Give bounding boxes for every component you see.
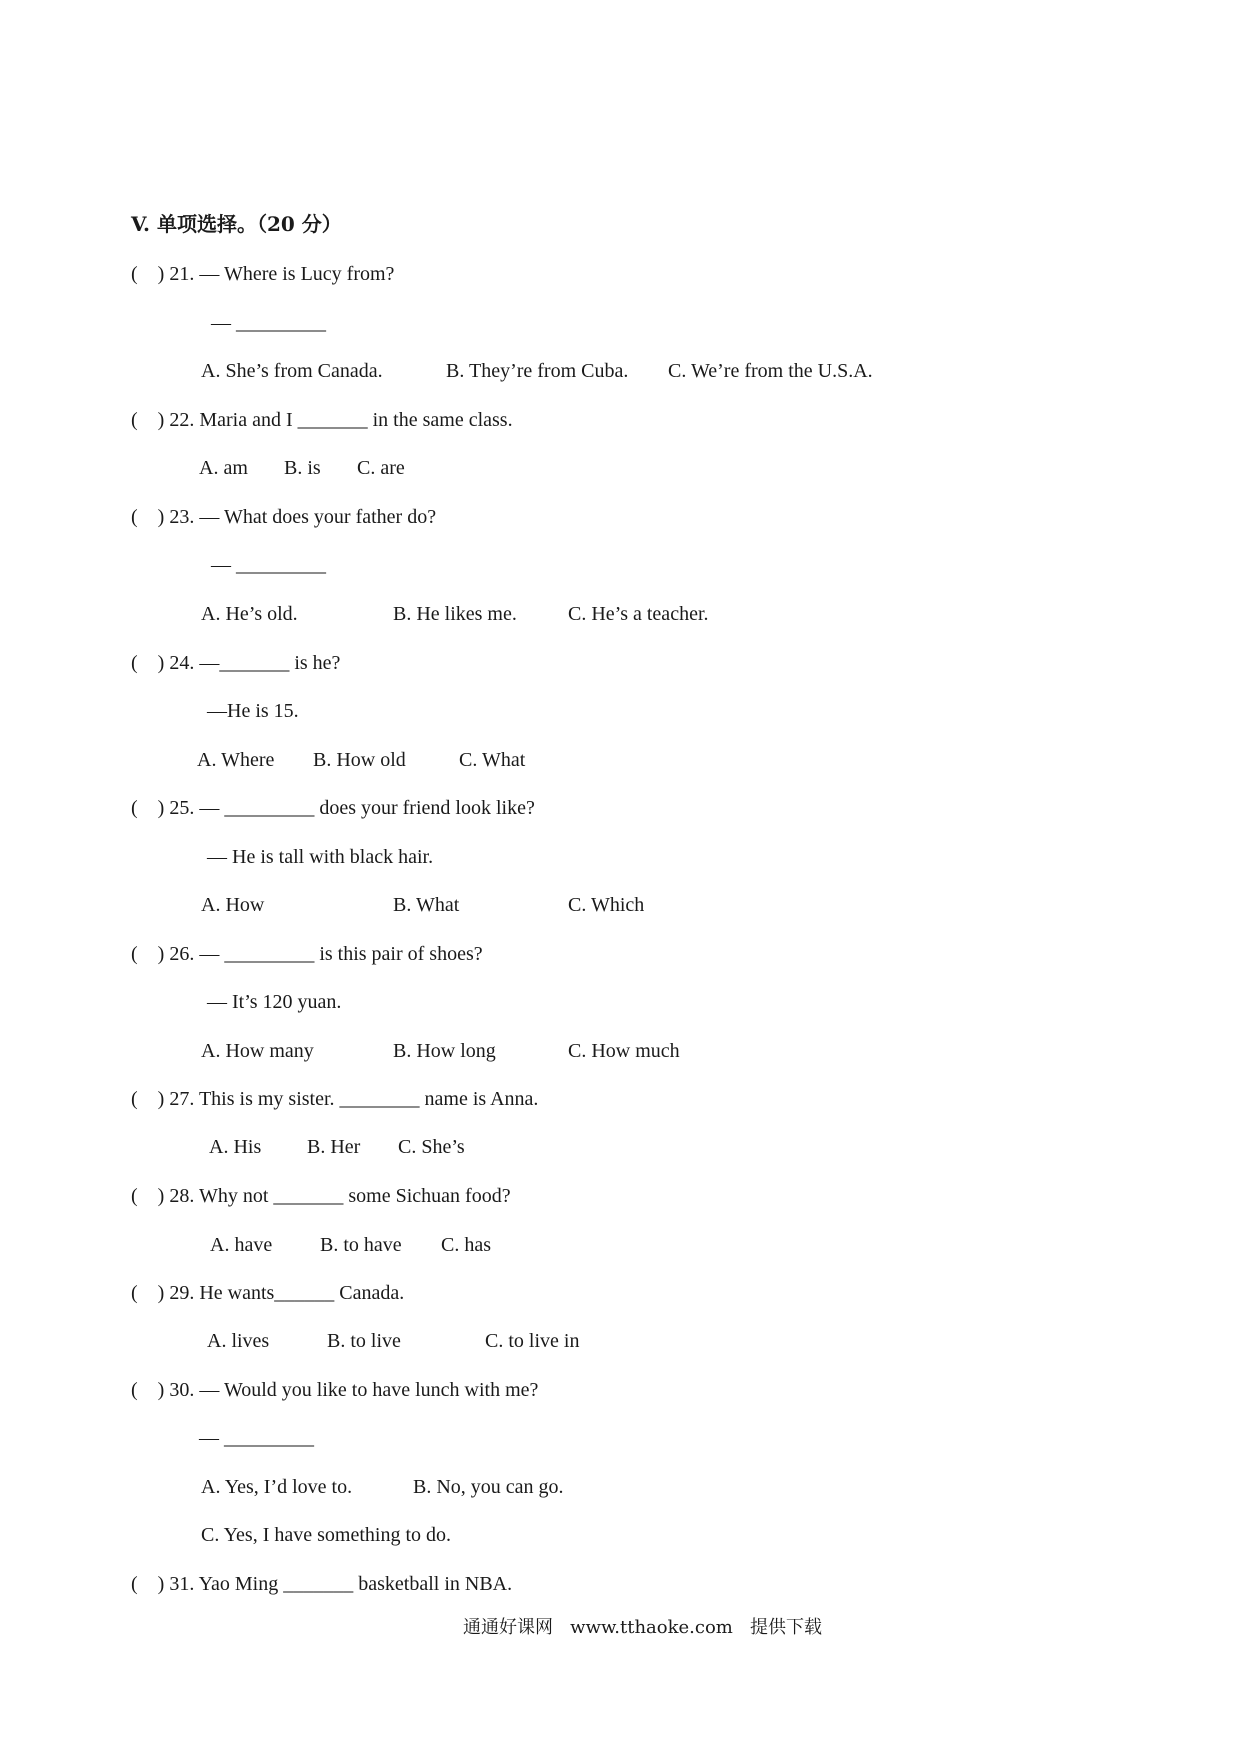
- question-27-stem: ( ) 27. This is my sister. ________ name is Anna.: [131, 1088, 539, 1110]
- question-21-option-b: B. They’re from Cuba.: [446, 360, 629, 382]
- question-22-stem: ( ) 22. Maria and I _______ in the same class.: [131, 409, 513, 431]
- question-22-option-c: C. are: [357, 457, 405, 479]
- question-24-option-b: B. How old: [313, 749, 406, 771]
- question-28-option-c: C. has: [441, 1234, 491, 1256]
- question-21-option-a: A. She’s from Canada.: [201, 360, 383, 382]
- question-25-option-b: B. What: [393, 894, 460, 916]
- section-title: V. 单项选择。（20 分）: [131, 212, 342, 236]
- question-30-answer-line: — _________: [199, 1427, 314, 1449]
- question-23-option-a: A. He’s old.: [201, 603, 298, 625]
- question-28-option-b: B. to have: [320, 1234, 402, 1256]
- question-29-option-a: A. lives: [207, 1330, 270, 1352]
- question-26-stem: ( ) 26. — _________ is this pair of shoes?: [131, 943, 483, 965]
- question-23-option-c: C. He’s a teacher.: [568, 603, 709, 625]
- question-24-option-a: A. Where: [197, 749, 275, 771]
- question-26-option-c: C. How much: [568, 1040, 680, 1062]
- question-23-option-b: B. He likes me.: [393, 603, 517, 625]
- question-23-answer-line: — _________: [211, 554, 326, 576]
- question-27-option-b: B. Her: [307, 1136, 361, 1158]
- question-22-option-b: B. is: [284, 457, 321, 479]
- question-27-option-c: C. She’s: [398, 1136, 465, 1158]
- question-28-option-a: A. have: [210, 1234, 273, 1256]
- question-26-option-b: B. How long: [393, 1040, 496, 1062]
- question-24-reply: —He is 15.: [207, 700, 299, 722]
- question-23-stem: ( ) 23. — What does your father do?: [131, 506, 437, 528]
- question-26-reply: — It’s 120 yuan.: [207, 991, 342, 1013]
- question-30-stem: ( ) 30. — Would you like to have lunch with me?: [131, 1379, 539, 1401]
- question-25-option-a: A. How: [201, 894, 265, 916]
- question-29-option-b: B. to live: [327, 1330, 401, 1352]
- question-28-stem: ( ) 28. Why not _______ some Sichuan food?: [131, 1185, 511, 1207]
- question-31-stem: ( ) 31. Yao Ming _______ basketball in NBA.: [131, 1573, 513, 1595]
- question-27-option-a: A. His: [209, 1136, 262, 1158]
- question-29-option-c: C. to live in: [485, 1330, 580, 1352]
- question-24-stem: ( ) 24. —_______ is he?: [131, 652, 341, 674]
- question-26-option-a: A. How many: [201, 1040, 314, 1062]
- question-22-option-a: A. am: [199, 457, 248, 479]
- question-25-option-c: C. Which: [568, 894, 645, 916]
- question-24-option-c: C. What: [459, 749, 526, 771]
- question-21-answer-line: — _________: [211, 312, 326, 334]
- question-21-stem: ( ) 21. — Where is Lucy from?: [131, 263, 395, 285]
- question-29-stem: ( ) 29. He wants______ Canada.: [131, 1282, 405, 1304]
- question-25-reply: — He is tall with black hair.: [207, 846, 434, 868]
- question-30-option-a: A. Yes, I’d love to.: [201, 1476, 353, 1498]
- question-21-option-c: C. We’re from the U.S.A.: [668, 360, 873, 382]
- question-30-option-c: C. Yes, I have something to do.: [201, 1524, 451, 1546]
- question-25-stem: ( ) 25. — _________ does your friend look like?: [131, 797, 535, 819]
- footer-text: 通通好课网 www.tthaoke.com 提供下载: [463, 1617, 823, 1638]
- question-30-option-b: B. No, you can go.: [413, 1476, 564, 1498]
